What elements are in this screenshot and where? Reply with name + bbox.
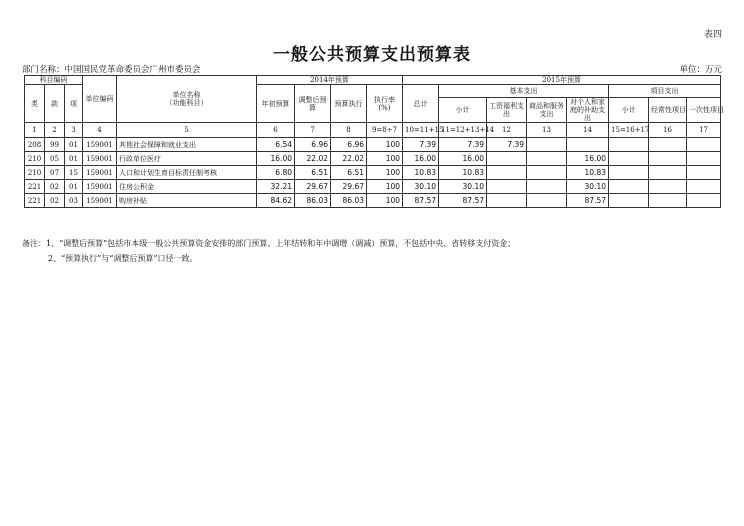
project-subtotal-header: 小计 (609, 98, 649, 123)
cell-code: 159001 (83, 138, 117, 152)
initial-budget-header: 年初预算 (257, 85, 295, 123)
cell-tiaozheng: 6.96 (295, 138, 331, 152)
cell-subsidy (567, 138, 609, 152)
cell-kuan: 02 (45, 194, 65, 208)
cell-name: 其他社会保障和就业支出 (117, 138, 257, 152)
cell-onetime (687, 166, 721, 180)
cell-lv: 100 (367, 194, 403, 208)
index-cell: 14 (567, 123, 609, 138)
cell-total: 16.00 (403, 152, 439, 166)
cell-lei: 221 (25, 194, 45, 208)
subject-code-header: 科目编码 (25, 76, 83, 85)
onetime-project-header: 一次性项目 (687, 98, 721, 123)
cell-total: 30.10 (403, 180, 439, 194)
cell-tiaozheng: 22.02 (295, 152, 331, 166)
execution-rate-header: 执行率(%) (367, 85, 403, 123)
cell-salary: 7.39 (487, 138, 527, 152)
index-cell: 12 (487, 123, 527, 138)
cell-zhixing: 29.67 (331, 180, 367, 194)
cell-goods (527, 166, 567, 180)
cell-xiang: 03 (65, 194, 83, 208)
note-2: 2、“预算执行”与“调整后预算”口径一致。 (48, 254, 198, 263)
cell-recurring (649, 166, 687, 180)
cell-proj_sub (609, 152, 649, 166)
cell-kuan: 05 (45, 152, 65, 166)
table-row (25, 180, 721, 194)
index-cell: 2 (45, 123, 65, 138)
unit-code-header: 单位编码 (83, 76, 117, 123)
currency-unit: 单位：万元 (679, 65, 722, 75)
index-cell: 10=11+15 (403, 123, 439, 138)
index-cell: 8 (331, 123, 367, 138)
cell-subsidy: 87.57 (567, 194, 609, 208)
cell-nianchu: 16.00 (257, 152, 295, 166)
cell-subsidy: 10.83 (567, 166, 609, 180)
header-row-1 (25, 76, 721, 85)
index-cell: 5 (117, 123, 257, 138)
goods-services-header: 商品和服务支出 (527, 98, 567, 123)
cell-onetime (687, 194, 721, 208)
table-body (25, 138, 721, 208)
index-cell: 15=16+17 (609, 123, 649, 138)
cell-basic_sub: 7.39 (439, 138, 487, 152)
cell-name: 行政单位医疗 (117, 152, 257, 166)
budget-execution-header: 预算执行 (331, 85, 367, 123)
personal-subsidy-header: 对个人和家庭的补助支出 (567, 98, 609, 123)
cell-tiaozheng: 29.67 (295, 180, 331, 194)
cell-goods (527, 152, 567, 166)
cell-name: 人口和计划生育目标责任制考核 (117, 166, 257, 180)
cell-zhixing: 86.03 (331, 194, 367, 208)
index-cell: 9=8÷7 (367, 123, 403, 138)
total-header: 总计 (403, 85, 439, 123)
salary-welfare-header: 工资福利支出 (487, 98, 527, 123)
y2014-header: 2014年预算 (257, 76, 403, 85)
cell-zhixing: 6.96 (331, 138, 367, 152)
xiang-header: 项 (65, 85, 83, 123)
budget-table (24, 75, 725, 208)
table-number-tag: 表四 (703, 30, 722, 40)
cell-code: 159001 (83, 194, 117, 208)
cell-recurring (649, 180, 687, 194)
cell-nianchu: 6.54 (257, 138, 295, 152)
cell-onetime (687, 138, 721, 152)
cell-lei: 208 (25, 138, 45, 152)
index-cell: 4 (83, 123, 117, 138)
cell-recurring (649, 138, 687, 152)
cell-lv: 100 (367, 166, 403, 180)
lei-header: 类 (25, 85, 45, 123)
cell-code: 159001 (83, 180, 117, 194)
cell-total: 87.57 (403, 194, 439, 208)
cell-salary (487, 166, 527, 180)
cell-xiang: 15 (65, 166, 83, 180)
cell-nianchu: 84.62 (257, 194, 295, 208)
cell-kuan: 07 (45, 166, 65, 180)
index-cell: 6 (257, 123, 295, 138)
cell-xiang: 01 (65, 138, 83, 152)
cell-kuan: 02 (45, 180, 65, 194)
notes (22, 236, 515, 266)
cell-basic_sub: 16.00 (439, 152, 487, 166)
cell-lv: 100 (367, 138, 403, 152)
column-index-row (25, 123, 721, 138)
cell-goods (527, 180, 567, 194)
cell-basic_sub: 87.57 (439, 194, 487, 208)
cell-xiang: 01 (65, 180, 83, 194)
cell-name: 住房公积金 (117, 180, 257, 194)
cell-recurring (649, 194, 687, 208)
cell-proj_sub (609, 166, 649, 180)
cell-subsidy: 16.00 (567, 152, 609, 166)
cell-lv: 100 (367, 180, 403, 194)
cell-tiaozheng: 6.51 (295, 166, 331, 180)
cell-zhixing: 6.51 (331, 166, 367, 180)
cell-zhixing: 22.02 (331, 152, 367, 166)
note-1: 备注：1、“调整后预算”包括市本级一般公共预算资金安排的部门预算、上年结转和年中调增（调减）预算，不包括中央、省转移支付资金； (22, 239, 516, 248)
table-row (25, 152, 721, 166)
cell-subsidy: 30.10 (567, 180, 609, 194)
cell-name: 购房补贴 (117, 194, 257, 208)
unit-name-header-sub: （功能科目） (165, 99, 208, 107)
project-expenditure-header: 项目支出 (609, 85, 721, 98)
table-row (25, 194, 721, 208)
cell-nianchu: 32.21 (257, 180, 295, 194)
index-cell: 3 (65, 123, 83, 138)
kuan-header: 款 (45, 85, 65, 123)
cell-goods (527, 194, 567, 208)
index-cell: 13 (527, 123, 567, 138)
cell-onetime (687, 180, 721, 194)
cell-lei: 221 (25, 180, 45, 194)
cell-nianchu: 6.80 (257, 166, 295, 180)
page-title: 一般公共预算支出预算表 (273, 45, 471, 65)
table-row (25, 138, 721, 152)
cell-goods (527, 138, 567, 152)
cell-kuan: 99 (45, 138, 65, 152)
index-cell: 1 (25, 123, 45, 138)
adjusted-budget-header: 调整后预算 (295, 85, 331, 123)
cell-salary (487, 194, 527, 208)
basic-subtotal-header: 小计 (439, 98, 487, 123)
index-cell: 17 (687, 123, 721, 138)
cell-salary (487, 180, 527, 194)
unit-name-header (117, 76, 257, 123)
cell-tiaozheng: 86.03 (295, 194, 331, 208)
unit-name-header-label: 单位名称 (172, 91, 201, 99)
department-name: 部门名称：中国国民党革命委员会广州市委员会 (22, 65, 201, 75)
cell-xiang: 01 (65, 152, 83, 166)
cell-recurring (649, 152, 687, 166)
cell-lei: 210 (25, 166, 45, 180)
y2015-header: 2015年预算 (403, 76, 721, 85)
cell-code: 159001 (83, 152, 117, 166)
cell-total: 10.83 (403, 166, 439, 180)
index-cell: 11=12+13+14 (439, 123, 487, 138)
basic-expenditure-header: 基本支出 (439, 85, 609, 98)
cell-proj_sub (609, 194, 649, 208)
cell-basic_sub: 30.10 (439, 180, 487, 194)
cell-basic_sub: 10.83 (439, 166, 487, 180)
index-cell: 7 (295, 123, 331, 138)
cell-proj_sub (609, 138, 649, 152)
cell-code: 159001 (83, 166, 117, 180)
cell-salary (487, 152, 527, 166)
cell-lv: 100 (367, 152, 403, 166)
table-row (25, 166, 721, 180)
cell-proj_sub (609, 180, 649, 194)
index-cell: 16 (649, 123, 687, 138)
cell-total: 7.39 (403, 138, 439, 152)
cell-lei: 210 (25, 152, 45, 166)
cell-onetime (687, 152, 721, 166)
recurring-project-header: 经常性项目 (649, 98, 687, 123)
